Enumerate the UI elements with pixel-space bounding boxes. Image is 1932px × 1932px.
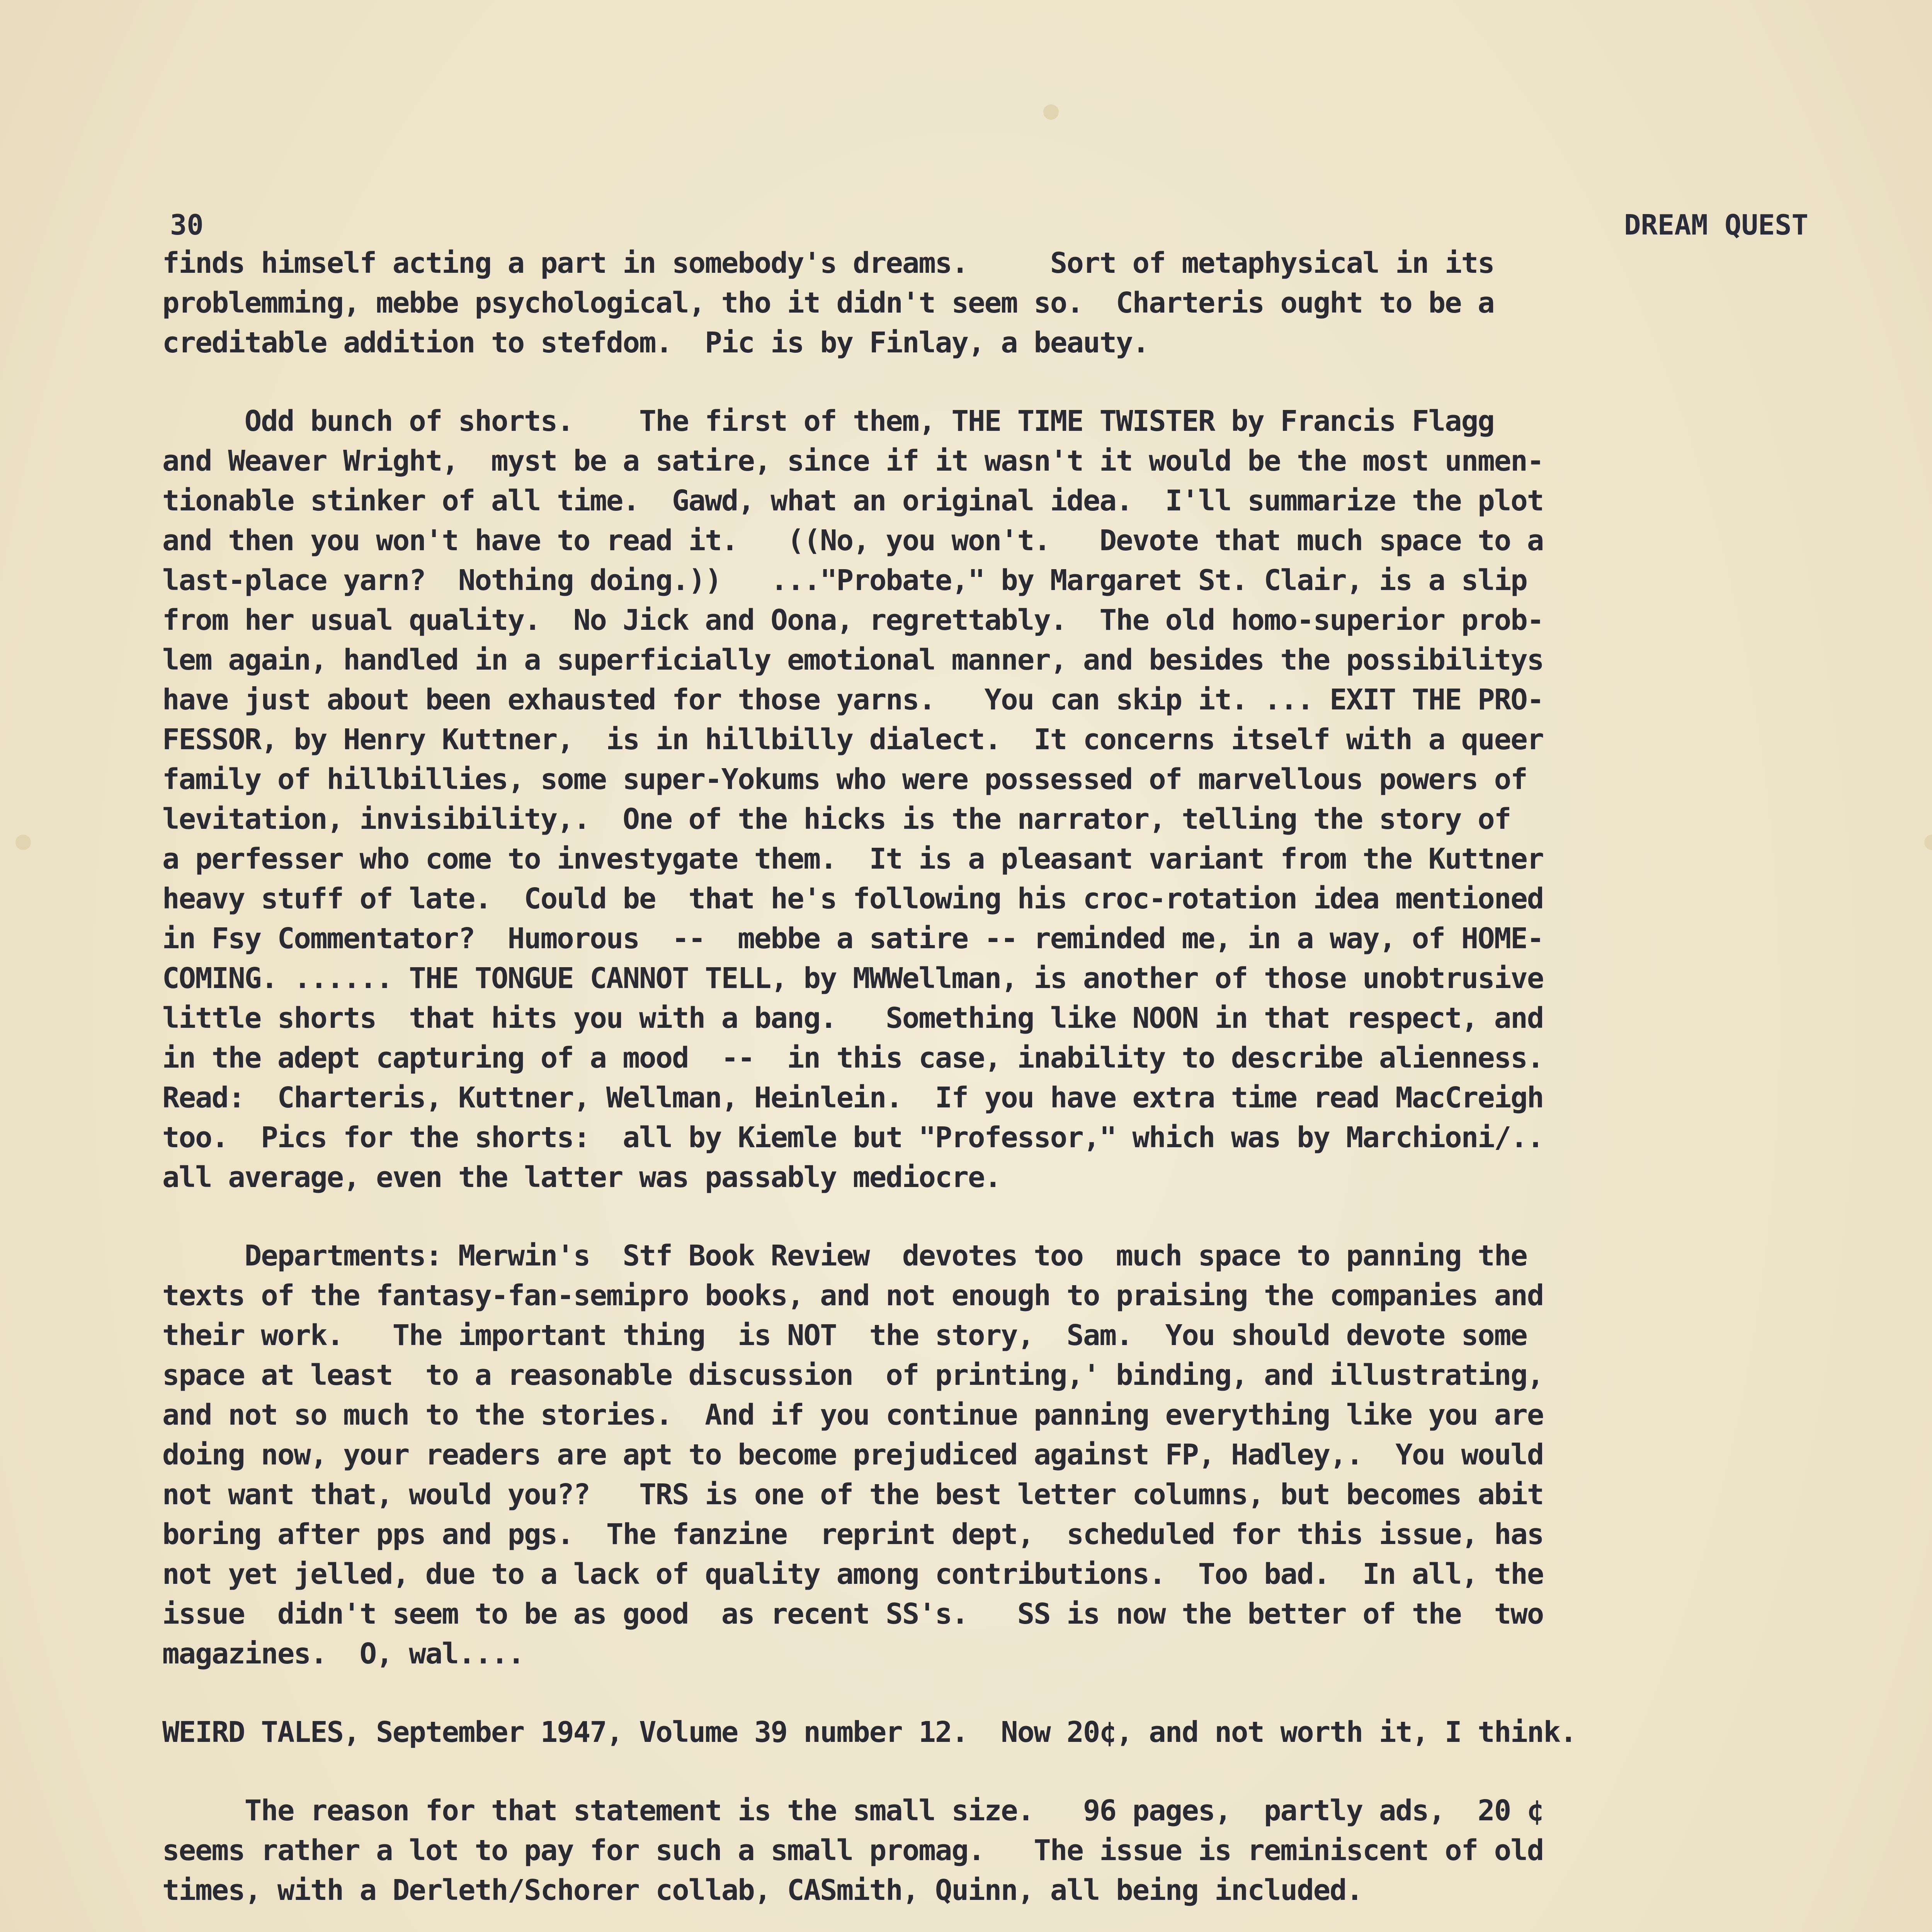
paragraph: Odd bunch of shorts. The first of them, THE TIME TWISTER by Francis Flagg and Weaver Wright, myst be a satire, since if it wasn't it would be the most unmen- tionable stinker of all time. Gawd, what an original idea. I'll summarize the plot and then you won't have to read it. ((No, you won't. Devote that much space to a last-place yarn? Nothing doing.)) ..."Probate," by Margaret St. Clair, is a slip from her usual quality. No Jick and Oona, regrettably. The old homo-superior prob- lem again, handled in a superficially emotional manner, and besides the possibilitys have just about been exhausted for those yarns. You can skip it. ... EXIT THE PRO- FESSOR, by Henry Kuttner, is in hillbilly dialect. It concerns itself with a queer family of hillbillies, some super-Yokums who were possessed of marvellous powers of levitation, invisibility,. One of the hicks is the narrator, telling the story of a perfesser who come to investygate them. It is a pleasant variant from the Kuttner heavy stuff of late. Could be that he's following his croc-rotation idea mentioned in Fsy Commentator? Humorous -- mebbe a satire -- reminded me, in a way, of HOME- COMING. ...... THE TONGUE CANNOT TELL, by MWWellman, is another of those unobtrusive little shorts that hits you with a bang. Something like NOON in that respect, and in the adept capturing of a mood -- in this case, inability to describe alienness. Read: Charteris, Kuttner, Wellman, Heinlein. If you have extra time read MacCreigh too. Pics for the shorts: all by Kiemle but "Professor," which was by Marchioni/.. all average, even the latter was passably mediocre. bbox=[162, 405, 1544, 1194]
paragraph: finds himself acting a part in somebody's dreams. Sort of metaphysical in its problemming, mebbe psychological, tho it didn't seem so. Charteris ought to be a creditable addition to stefdom. Pic is by Finlay, a beauty. bbox=[162, 247, 1494, 359]
page-number: 30 bbox=[170, 209, 204, 241]
paragraph: The reason for that statement is the small size. 96 pages, partly ads, 20 ¢ seems rather a lot to pay for such a small promag. The issue is reminiscent of old times, with a Derleth/Schorer collab, CASmith, Quinn, all being included. bbox=[162, 1794, 1544, 1907]
paragraph-gap bbox=[162, 1910, 1801, 1932]
paragraph-gap bbox=[162, 1752, 1801, 1791]
page-header bbox=[162, 201, 1808, 243]
page-content bbox=[162, 201, 1808, 1932]
punch-hole bbox=[1924, 835, 1932, 850]
paragraph: Departments: Merwin's Stf Book Review devotes too much space to panning the texts of the fantasy-fan-semipro books, and not enough to praising the companies and their work. The important thing is NOT the story, Sam. You should devote some space at least to a reasonable discussion of printing,' binding, and illustrating, and not so much to the stories. And if you continue panning everything like you are doing now, your readers are apt to become prejudiced against FP, Hadley,. You would not want that, would you?? TRS is one of the best letter columns, but becomes abit boring after pps and pgs. The fanzine reprint dept, scheduled for this issue, has not yet jelled, due to a lack of quality among contributions. Too bad. In all, the issue didn't seem to be as good as recent SS's. SS is now the better of the two magazines. O, wal.... bbox=[162, 1239, 1544, 1670]
punch-hole bbox=[1043, 104, 1059, 120]
punch-hole bbox=[15, 835, 31, 850]
paragraph-gap bbox=[162, 363, 1801, 401]
section-heading: WEIRD TALES, September 1947, Volume 39 number 12. Now 20¢, and not worth it, I think. bbox=[162, 1716, 1577, 1749]
paragraph-gap bbox=[162, 1197, 1801, 1236]
paragraph-gap bbox=[162, 1674, 1801, 1713]
magazine-title: DREAM QUEST bbox=[1624, 209, 1808, 241]
